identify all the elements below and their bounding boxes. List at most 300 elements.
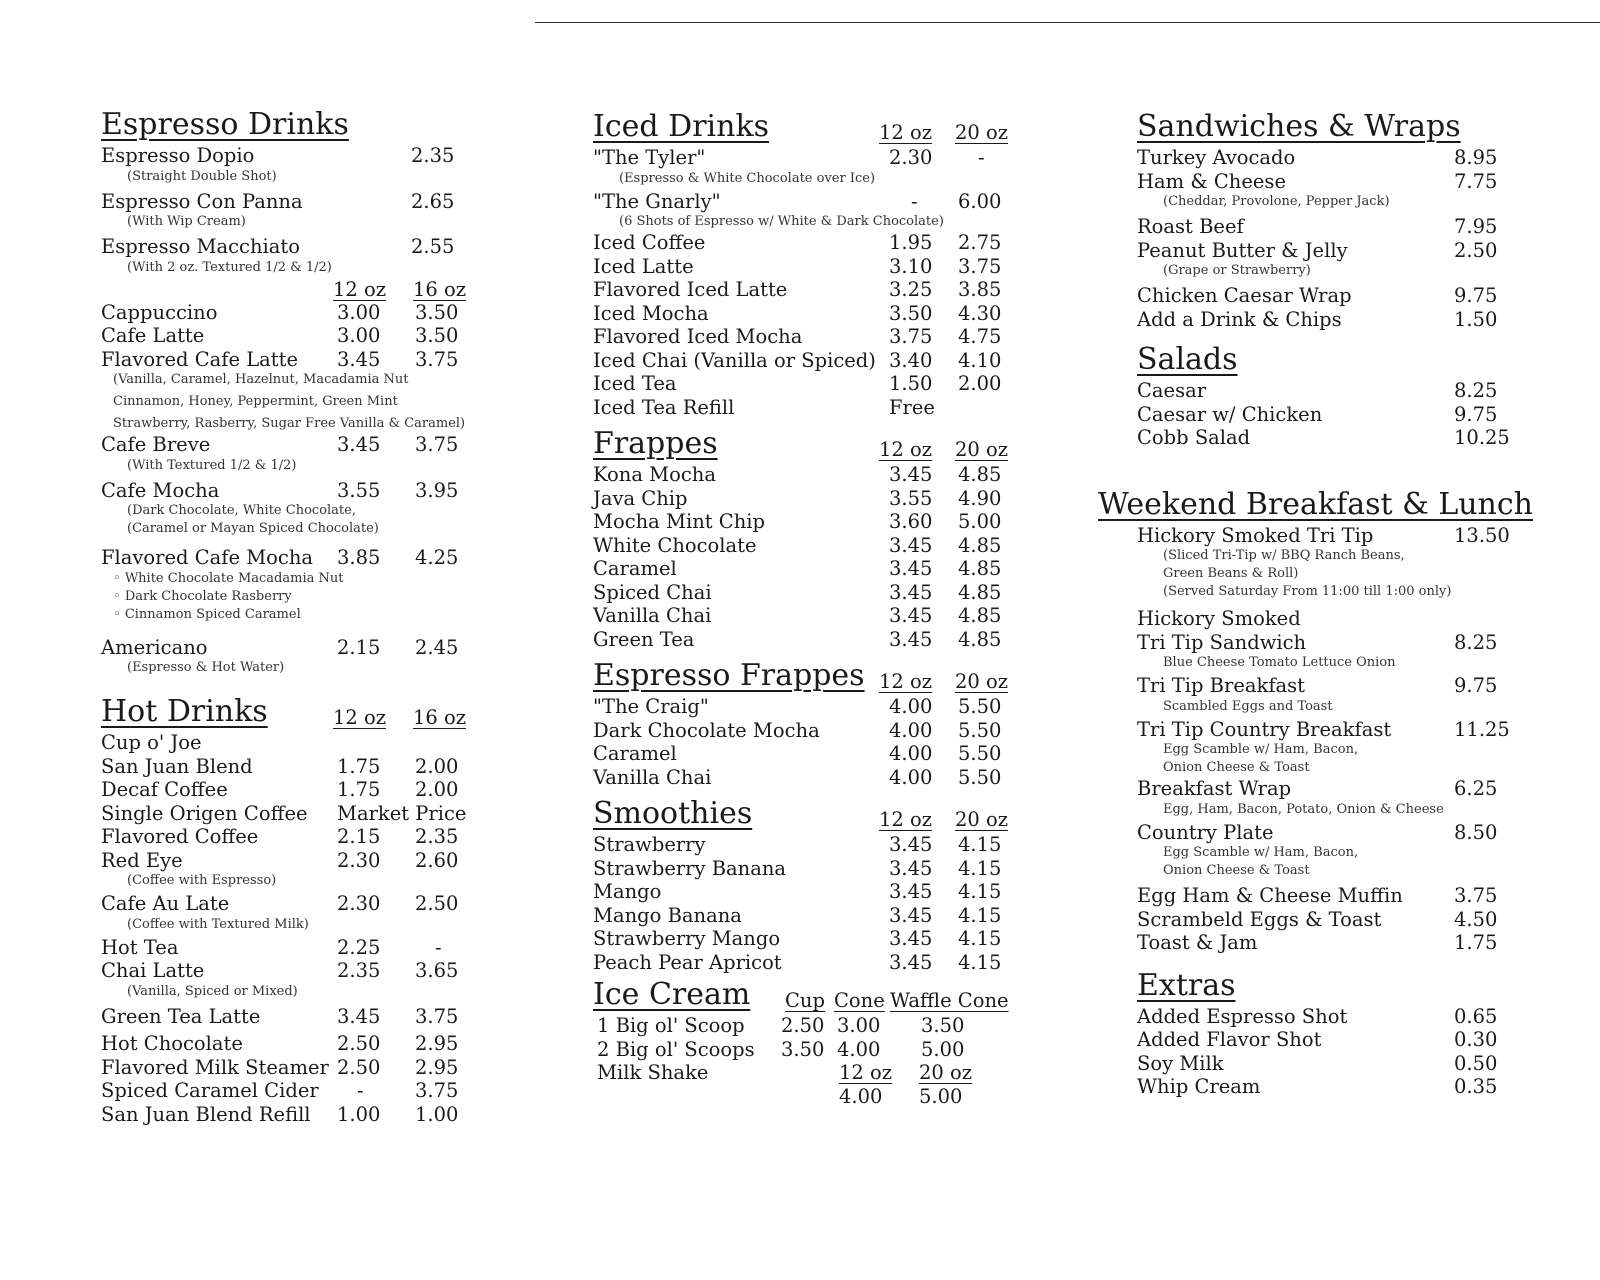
item-name: Hot Tea xyxy=(101,935,179,959)
item-price-small: 3.45 xyxy=(889,627,933,651)
menu-item xyxy=(101,301,481,325)
item-price-16oz: 2.50 xyxy=(415,892,459,915)
item-name: Cafe Latte xyxy=(101,324,205,347)
item-name: Strawberry Banana xyxy=(593,856,787,880)
item-name: Green Tea xyxy=(593,627,695,651)
item-note: (Cheddar, Provolone, Pepper Jack) xyxy=(1163,194,1390,209)
item-price-12oz: 3.85 xyxy=(337,546,381,569)
menu-item xyxy=(101,235,481,259)
menu-item xyxy=(101,190,481,214)
menu-item xyxy=(593,766,1023,790)
menu-item xyxy=(101,324,481,348)
size-header xyxy=(101,277,481,301)
item-price-small: 3.00 xyxy=(337,300,381,324)
item-name: Tri Tip Breakfast xyxy=(1137,674,1306,697)
menu-item xyxy=(593,255,1023,279)
menu-item xyxy=(1137,631,1540,655)
menu-item xyxy=(1137,426,1540,450)
item-name: Egg Ham & Cheese Muffin xyxy=(1137,884,1403,907)
item-price-small: Market Price xyxy=(337,801,467,825)
menu-item xyxy=(101,348,481,372)
item-name: Espresso Dopio xyxy=(101,144,255,167)
size-label-16oz: 16 oz xyxy=(413,277,467,301)
menu-item xyxy=(1137,524,1540,548)
item-note: (Straight Double Shot) xyxy=(127,168,277,184)
size-label-16oz: 16 oz xyxy=(413,706,467,729)
menu-item xyxy=(101,731,481,755)
menu-item xyxy=(1137,718,1540,742)
item-note: (With Wip Cream) xyxy=(127,214,246,229)
menu-item xyxy=(593,951,1023,975)
item-price-12oz: 2.15 xyxy=(337,635,381,659)
item-price: 8.95 xyxy=(1454,146,1498,169)
bullet-icon: ◦ xyxy=(113,606,125,622)
menu-item xyxy=(593,904,1023,928)
item-note: Scambled Eggs and Toast xyxy=(1163,698,1333,714)
item-price-small: 3.45 xyxy=(889,856,933,880)
item-name: Strawberry Mango xyxy=(593,927,781,950)
item-name: Iced Coffee xyxy=(593,231,706,254)
menu-item xyxy=(597,1038,1023,1062)
item-name: Cafe Breve xyxy=(101,433,211,456)
item-price-small: 3.45 xyxy=(337,347,381,371)
bullet-icon: ◦ xyxy=(113,570,125,586)
menu-item xyxy=(1137,215,1540,239)
item-note: (With Textured 1/2 & 1/2) xyxy=(127,457,297,473)
item-price-large: 3.75 xyxy=(958,254,1002,278)
item-price: 0.65 xyxy=(1454,1004,1498,1028)
bullet-item xyxy=(113,606,493,624)
item-price-small: 4.00 xyxy=(889,718,933,742)
item-name: 2 Big ol' Scoops xyxy=(597,1037,755,1061)
item-name: Caesar w/ Chicken xyxy=(1137,402,1323,426)
menu-item xyxy=(101,755,481,779)
item-name: Cobb Salad xyxy=(1137,426,1251,449)
item-price-large: 4.85 xyxy=(958,580,1002,604)
size-label-20oz: 20 oz xyxy=(955,808,1009,831)
menu-item xyxy=(1137,674,1540,698)
item-note: (Sliced Tri-Tip w/ BBQ Ranch Beans, xyxy=(1163,548,1405,563)
flavor-note: Cinnamon, Honey, Peppermint, Green Mint xyxy=(113,394,398,409)
item-name: Single Origen Coffee xyxy=(101,801,308,825)
item-note: (With 2 oz. Textured 1/2 & 1/2) xyxy=(127,259,332,275)
size-label-12oz: 12 oz xyxy=(879,438,933,461)
item-price-small: 3.25 xyxy=(889,278,933,301)
item-name: Flavored Cafe Mocha xyxy=(101,546,314,569)
item-price-large: 4.15 xyxy=(958,880,1002,903)
item-price-large: - xyxy=(435,935,442,959)
menu-item xyxy=(1137,1052,1540,1076)
item-price-16oz: 4.25 xyxy=(415,546,459,569)
item-note: (Coffee with Espresso) xyxy=(127,873,277,888)
item-price-large: 4.85 xyxy=(958,463,1002,486)
item-name: Cup o' Joe xyxy=(101,731,202,754)
item-price-large: 2.00 xyxy=(958,372,1002,395)
item-name: Iced Tea Refill xyxy=(593,395,735,419)
item-note: Green Beans & Roll) xyxy=(1163,566,1299,581)
item-price-small: 1.95 xyxy=(889,231,933,254)
item-name: Vanilla Chai xyxy=(593,604,712,627)
item-price-cup: 3.50 xyxy=(781,1037,825,1061)
section-title-weekend: Weekend Breakfast & Lunch xyxy=(1098,486,1533,522)
item-price-small: 3.45 xyxy=(889,580,933,604)
bullet-text: Dark Chocolate Rasberry xyxy=(124,588,292,604)
item-price-small: 3.75 xyxy=(889,325,933,348)
item-name: Iced Chai (Vanilla or Spiced) xyxy=(593,348,876,372)
item-price-large: 5.50 xyxy=(958,718,1002,742)
item-name: Whip Cream xyxy=(1137,1075,1261,1098)
item-price-large: 4.15 xyxy=(958,856,1002,880)
menu-item xyxy=(593,510,1023,534)
item-price: 7.75 xyxy=(1454,169,1498,193)
item-note: Onion Cheese & Toast xyxy=(1163,863,1310,878)
menu-item xyxy=(1137,308,1540,332)
menu-item xyxy=(101,1032,481,1056)
item-price-large: 2.00 xyxy=(415,754,459,778)
menu-item xyxy=(101,144,481,168)
size-label-12oz: 12 oz xyxy=(879,121,933,144)
item-name: Hickory Smoked Tri Tip xyxy=(1137,523,1374,547)
item-price-large: 2.95 xyxy=(415,1032,459,1055)
item-price-12oz: 2.30 xyxy=(337,892,381,915)
item-price: 2.50 xyxy=(1454,238,1498,262)
item-name: Espresso Macchiato xyxy=(101,235,300,258)
menu-item xyxy=(101,546,481,570)
menu-item xyxy=(1137,146,1540,170)
item-price-small: 3.50 xyxy=(889,301,933,325)
section-header-icecream xyxy=(593,976,1023,1014)
menu-item xyxy=(593,463,1023,487)
menu-item xyxy=(101,636,481,660)
item-name: Ham & Cheese xyxy=(1137,169,1286,193)
item-price: 2.65 xyxy=(411,189,455,213)
bullet-text: White Chocolate Macadamia Nut xyxy=(124,570,344,586)
item-price-waffle: 3.50 xyxy=(921,1014,965,1037)
menu-item xyxy=(1137,931,1540,955)
item-price-large: 5.50 xyxy=(958,765,1002,789)
item-price-large: 3.75 xyxy=(415,347,459,371)
bullet-text: Cinnamon Spiced Caramel xyxy=(124,606,301,622)
menu-item xyxy=(1137,239,1540,263)
menu-item xyxy=(1137,1028,1540,1052)
menu-item xyxy=(593,833,1023,857)
item-price-small: 4.00 xyxy=(889,695,933,718)
item-name: Cappuccino xyxy=(101,300,218,324)
item-price-large: 4.15 xyxy=(958,903,1002,927)
item-name: Iced Tea xyxy=(593,372,677,395)
size-label-12oz: 12 oz xyxy=(839,1061,893,1084)
item-price-20oz: 6.00 xyxy=(958,189,1002,213)
menu-item xyxy=(593,278,1023,302)
item-name: Dark Chocolate Mocha xyxy=(593,718,820,742)
item-price-large: 2.75 xyxy=(958,231,1002,254)
menu-item xyxy=(593,534,1023,558)
item-note: Blue Cheese Tomato Lettuce Onion xyxy=(1163,655,1396,670)
item-price-small: 1.50 xyxy=(889,372,933,395)
item-name: San Juan Blend Refill xyxy=(101,1102,311,1126)
item-price-small: 3.45 xyxy=(889,950,933,974)
item-price-large: 4.10 xyxy=(958,348,1002,372)
item-price-waffle: 5.00 xyxy=(921,1037,965,1061)
size-label-12oz: 12 oz xyxy=(333,706,387,729)
item-price-small: 3.45 xyxy=(889,833,933,856)
item-price-12oz: 4.00 xyxy=(839,1084,883,1108)
menu-item xyxy=(593,719,1023,743)
item-price: 2.55 xyxy=(411,235,455,258)
menu-item xyxy=(101,959,481,983)
menu-item xyxy=(101,936,481,960)
section-header-frappes xyxy=(593,425,1023,463)
item-price-large: 4.85 xyxy=(958,557,1002,580)
section-title-extras: Extras xyxy=(1137,967,1236,1003)
item-price-small: 3.40 xyxy=(889,348,933,372)
flavor-note: (Vanilla, Caramel, Hazelnut, Macadamia Nut xyxy=(113,372,409,387)
menu-item xyxy=(593,927,1023,951)
item-price: 7.95 xyxy=(1454,215,1498,238)
item-name: Turkey Avocado xyxy=(1137,146,1296,169)
item-name: Flavored Iced Mocha xyxy=(593,325,803,348)
item-price: 13.50 xyxy=(1454,523,1510,547)
item-price-small: 3.00 xyxy=(337,324,381,347)
item-name: Hot Chocolate xyxy=(101,1032,243,1055)
item-name: Caramel xyxy=(593,557,677,580)
col-label-cone: Cone xyxy=(834,989,885,1012)
item-price: 0.50 xyxy=(1454,1051,1498,1075)
item-name: Tri Tip Country Breakfast xyxy=(1137,717,1392,741)
menu-item xyxy=(101,1056,481,1080)
item-price: 0.30 xyxy=(1454,1028,1498,1051)
menu-item xyxy=(593,372,1023,396)
item-price: 1.50 xyxy=(1454,307,1498,331)
item-name: Red Eye xyxy=(101,848,183,872)
item-price-small: 3.45 xyxy=(889,557,933,580)
item-name: Flavored Milk Steamer xyxy=(101,1055,329,1079)
section-title-sandwiches: Sandwiches & Wraps xyxy=(1137,109,1461,144)
section-title-salads: Salads xyxy=(1137,342,1238,377)
menu-item xyxy=(593,349,1023,373)
item-name: Caramel xyxy=(593,742,677,765)
item-price-large: 4.15 xyxy=(958,927,1002,950)
item-price-large: 4.85 xyxy=(958,533,1002,557)
item-name: San Juan Blend xyxy=(101,754,253,778)
size-label-20oz: 20 oz xyxy=(919,1061,973,1084)
item-name: Iced Latte xyxy=(593,254,694,278)
item-price: 8.25 xyxy=(1454,630,1498,654)
item-name: Decaf Coffee xyxy=(101,778,228,801)
item-price-16oz: 2.45 xyxy=(415,635,459,659)
item-name: "The Craig" xyxy=(593,695,709,718)
item-name: Green Tea Latte xyxy=(101,1004,261,1028)
item-price-20oz: - xyxy=(978,146,985,169)
menu-item xyxy=(593,146,1023,170)
menu-item xyxy=(593,231,1023,255)
item-price-large: 5.50 xyxy=(958,742,1002,765)
menu-item xyxy=(593,880,1023,904)
item-price-small: 2.50 xyxy=(337,1055,381,1079)
menu-item xyxy=(101,1005,481,1029)
item-price-small: 4.00 xyxy=(889,742,933,765)
item-price: 9.75 xyxy=(1454,284,1498,307)
item-price-large: 2.35 xyxy=(415,825,459,848)
menu-item xyxy=(1137,403,1540,427)
item-note: (Espresso & White Chocolate over Ice) xyxy=(619,170,876,186)
menu-item xyxy=(593,190,1023,214)
item-price-20oz: 5.00 xyxy=(919,1084,963,1108)
item-note: (Dark Chocolate, White Chocolate, xyxy=(127,503,356,518)
item-price-cone: 3.00 xyxy=(837,1014,881,1037)
item-price-small: 2.50 xyxy=(337,1032,381,1055)
section-header-iced xyxy=(593,108,1023,146)
item-name: Chai Latte xyxy=(101,959,205,982)
item-price-large: 4.85 xyxy=(958,627,1002,651)
item-price-small: 3.45 xyxy=(889,927,933,950)
item-price-small: 1.00 xyxy=(337,1102,381,1126)
item-price-large: 4.85 xyxy=(958,604,1002,627)
item-note: (Espresso & Hot Water) xyxy=(127,660,285,675)
section-title-icecream: Ice Cream xyxy=(593,977,751,1012)
item-price-12oz: 3.45 xyxy=(337,433,381,456)
item-name: Iced Mocha xyxy=(593,301,709,325)
item-name: Flavored Iced Latte xyxy=(593,278,788,301)
top-rule xyxy=(535,22,1600,23)
item-price-large: 4.75 xyxy=(958,325,1002,348)
size-label-12oz: 12 oz xyxy=(879,808,933,831)
item-price-small: 3.45 xyxy=(889,903,933,927)
section-header-efrappes xyxy=(593,657,1023,695)
section-title-iced: Iced Drinks xyxy=(593,109,770,144)
item-price: 2.35 xyxy=(411,144,455,167)
item-name: Add a Drink & Chips xyxy=(1137,307,1342,331)
menu-column-2 xyxy=(593,100,1023,1108)
section-title-frappes: Frappes xyxy=(593,426,718,461)
item-price-large: 3.50 xyxy=(415,300,459,324)
item-price-large: 2.60 xyxy=(415,848,459,872)
item-name: Peanut Butter & Jelly xyxy=(1137,238,1348,262)
menu-item xyxy=(1137,777,1540,801)
bullet-item xyxy=(113,588,493,606)
item-name: Kona Mocha xyxy=(593,463,716,486)
item-name: Mocha Mint Chip xyxy=(593,510,766,533)
menu-item xyxy=(593,628,1023,652)
item-name: Mango Banana xyxy=(593,903,742,927)
item-price-large: 3.75 xyxy=(415,1079,459,1102)
item-price-small: 3.55 xyxy=(889,486,933,510)
item-name: Toast & Jam xyxy=(1137,931,1258,954)
item-name: Scrambeld Eggs & Toast xyxy=(1137,907,1382,931)
menu-item xyxy=(101,1103,481,1127)
menu-item xyxy=(1137,170,1540,194)
size-label-12oz: 12 oz xyxy=(879,670,933,693)
item-name: Tri Tip Sandwich xyxy=(1137,630,1307,654)
menu-item xyxy=(101,433,481,457)
item-note: (Coffee with Textured Milk) xyxy=(127,916,309,932)
item-name: Mango xyxy=(593,880,662,903)
menu-item xyxy=(593,742,1023,766)
item-price: 0.35 xyxy=(1454,1075,1498,1098)
menu-item xyxy=(101,825,481,849)
item-name: Added Espresso Shot xyxy=(1137,1004,1348,1028)
item-price-large: 5.00 xyxy=(958,510,1002,533)
item-price: 3.75 xyxy=(1454,884,1498,907)
menu-item xyxy=(593,557,1023,581)
item-name: Cafe Mocha xyxy=(101,478,220,502)
item-price: 11.25 xyxy=(1454,717,1510,741)
menu-item xyxy=(593,604,1023,628)
menu-item xyxy=(597,1061,1023,1085)
item-price-small: 4.00 xyxy=(889,765,933,789)
menu-column-1 xyxy=(101,100,481,1126)
item-price-small: 2.25 xyxy=(337,935,381,959)
item-price-small: 1.75 xyxy=(337,754,381,778)
col-label-waffle: Waffle Cone xyxy=(890,989,1009,1012)
item-note: (Served Saturday From 11:00 till 1:00 only) xyxy=(1163,584,1452,599)
item-price: 8.25 xyxy=(1454,379,1498,402)
item-price: 9.75 xyxy=(1454,402,1498,426)
menu-item xyxy=(593,695,1023,719)
menu-item xyxy=(593,857,1023,881)
item-name: Spiced Caramel Cider xyxy=(101,1079,319,1102)
menu-item xyxy=(101,802,481,826)
section-title-espresso: Espresso Drinks xyxy=(101,107,349,142)
item-name: Cafe Au Late xyxy=(101,892,230,915)
menu-item xyxy=(597,1014,1023,1038)
item-name: Java Chip xyxy=(593,486,688,510)
menu-item xyxy=(101,479,481,503)
item-price-small: Free xyxy=(889,395,935,419)
item-price-small: 2.15 xyxy=(337,825,381,848)
size-label-20oz: 20 oz xyxy=(955,670,1009,693)
item-price-small: 3.45 xyxy=(889,880,933,903)
menu-item xyxy=(101,1079,481,1103)
item-note: Egg Scamble w/ Ham, Bacon, xyxy=(1163,742,1359,757)
item-name: Flavored Cafe Latte xyxy=(101,347,298,371)
menu-item xyxy=(1137,379,1540,403)
item-price-small: 3.60 xyxy=(889,510,933,533)
item-price-large: 3.85 xyxy=(958,278,1002,301)
flavor-note: Strawberry, Rasberry, Sugar Free Vanilla & Caramel) xyxy=(113,416,466,431)
menu-item xyxy=(101,849,481,873)
item-note: (Grape or Strawberry) xyxy=(1163,263,1311,278)
item-price: 10.25 xyxy=(1454,426,1510,449)
menu-column-3 xyxy=(1100,100,1540,1099)
item-name: "The Gnarly" xyxy=(593,189,721,213)
item-price-small: 1.75 xyxy=(337,778,381,801)
item-name: Strawberry xyxy=(593,833,706,856)
item-price-small: - xyxy=(357,1079,364,1102)
item-name: Spiced Chai xyxy=(593,580,712,604)
item-price-cone: 4.00 xyxy=(837,1037,881,1061)
item-name: Americano xyxy=(101,635,208,659)
item-price-large: 4.15 xyxy=(958,833,1002,856)
item-price-large: 3.50 xyxy=(415,324,459,347)
item-price: 1.75 xyxy=(1454,931,1498,954)
item-name: "The Tyler" xyxy=(593,146,706,169)
item-name: Peach Pear Apricot xyxy=(593,950,782,974)
item-note: (Vanilla, Spiced or Mixed) xyxy=(127,983,298,999)
section-title-hot: Hot Drinks xyxy=(101,694,268,729)
item-price-large: 4.90 xyxy=(958,486,1002,510)
item-price: 6.25 xyxy=(1454,777,1498,800)
item-price-large: 3.75 xyxy=(415,1004,459,1028)
item-name: 1 Big ol' Scoop xyxy=(597,1014,745,1037)
item-name: Chicken Caesar Wrap xyxy=(1137,284,1352,307)
menu-item xyxy=(593,581,1023,605)
item-name: Milk Shake xyxy=(597,1061,709,1084)
item-name: Country Plate xyxy=(1137,820,1274,844)
menu-item xyxy=(1137,821,1540,845)
item-price-cup: 2.50 xyxy=(781,1014,825,1037)
size-label-12oz: 12 oz xyxy=(333,277,387,301)
